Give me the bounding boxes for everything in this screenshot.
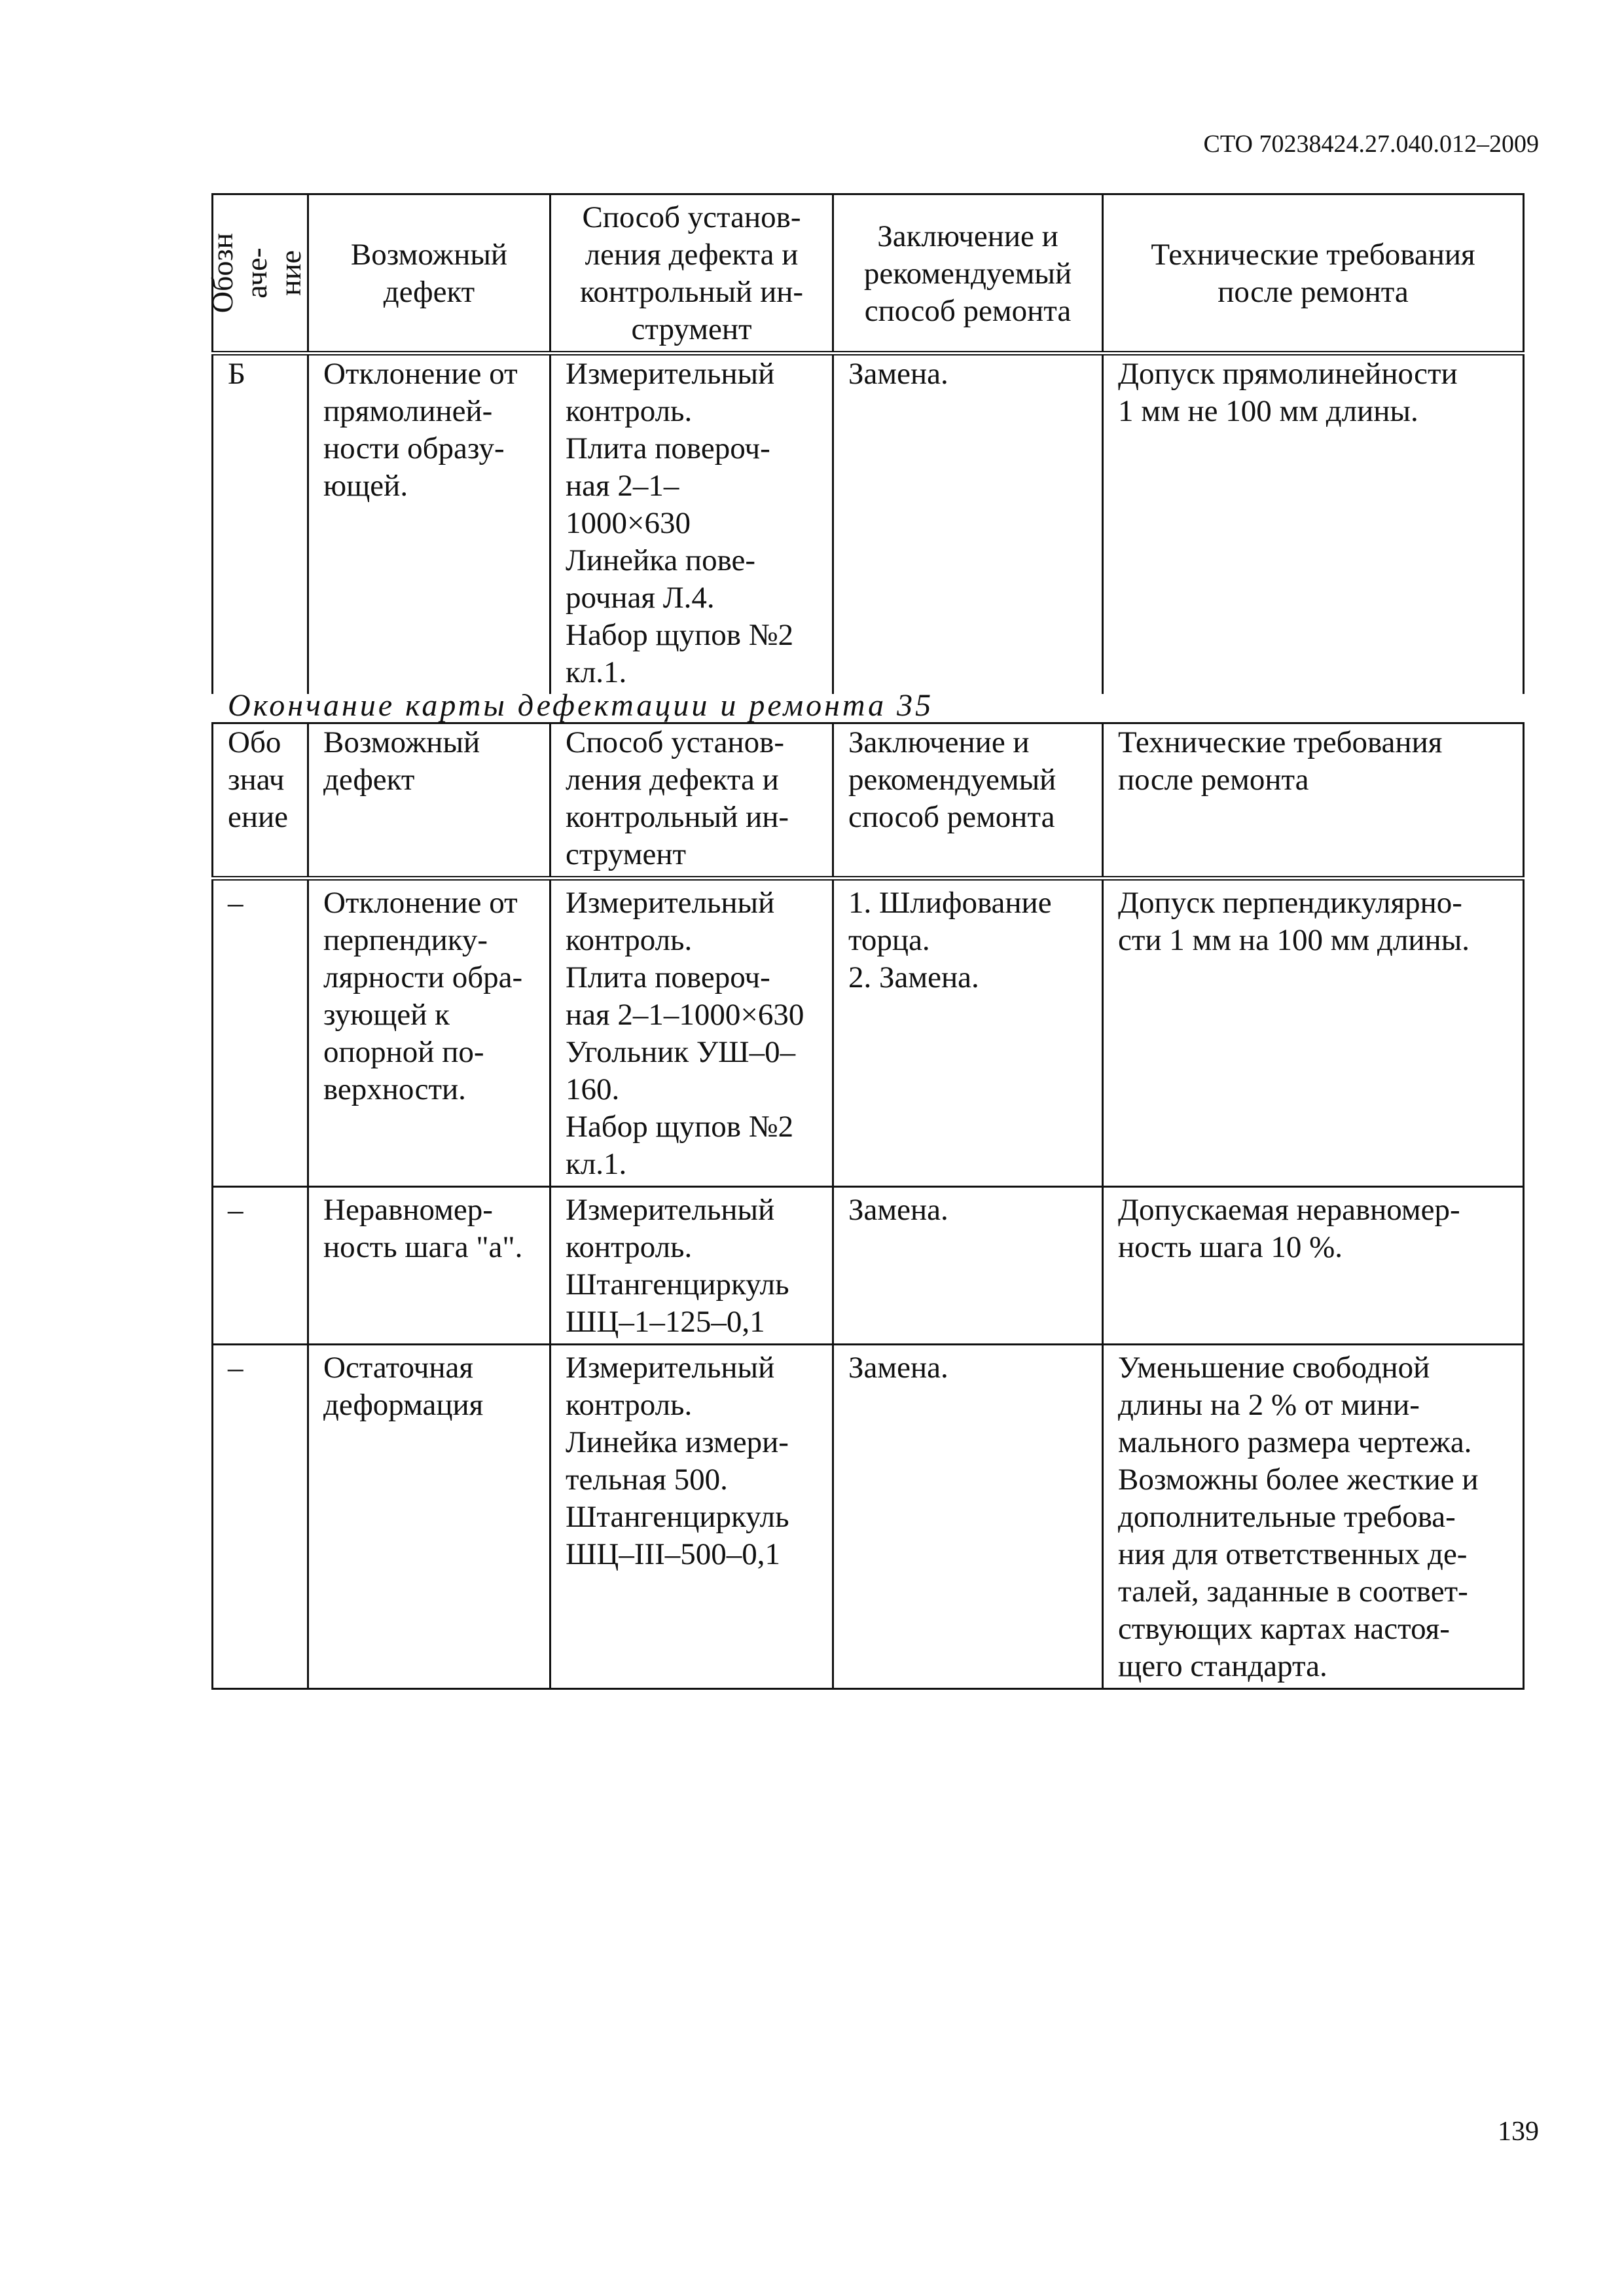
table-row xyxy=(213,1187,1524,1345)
cell-code: – xyxy=(213,1345,308,1689)
header-conclusion: Заключение и рекомендуемый способ ремонта xyxy=(833,194,1103,354)
defect-table-ending xyxy=(211,722,1525,1690)
cell-code: Б xyxy=(213,354,308,695)
document-code: СТО 70238424.27.040.012–2009 xyxy=(1203,130,1539,158)
header-defect: Возможный дефект xyxy=(308,723,550,879)
table-row xyxy=(213,354,1524,695)
cell-conclusion: Замена. xyxy=(833,1187,1103,1345)
cell-code: – xyxy=(213,879,308,1187)
cell-method: Измерительный контроль. Штангенциркуль ШЦ–1–125–0,1 xyxy=(550,1187,833,1345)
cell-defect: Отклонение от перпендику- лярности обра- зующей к опорной по- верхности. xyxy=(308,879,550,1187)
header-code: Обо знач ение xyxy=(213,723,308,879)
table-caption: Окончание карты дефектации и ремонта 35 xyxy=(228,688,934,723)
cell-conclusion: Замена. xyxy=(833,1345,1103,1689)
header-method: Способ установ- ления дефекта и контрольный ин- струмент xyxy=(550,723,833,879)
cell-requirements: Допуск прямолинейности 1 мм не 100 мм длины. xyxy=(1103,354,1524,695)
table-row xyxy=(213,1345,1524,1689)
table-header-row xyxy=(213,194,1524,354)
header-requirements: Технические требования после ремонта xyxy=(1103,723,1524,879)
defect-table-continued xyxy=(206,193,1525,694)
cell-requirements: Уменьшение свободной длины на 2 % от мини- мального размера чертежа. Возможны более жесткие и дополнительные требова- ния для ответственных де- талей, заданные в соответ- ствующих картах настоя- щего стандарта. xyxy=(1103,1345,1524,1689)
header-method: Способ установ- ления дефекта и контрольный ин- струмент xyxy=(550,194,833,354)
cell-defect: Неравномер- ность шага "а". xyxy=(308,1187,550,1345)
header-code: Обозначе- ние xyxy=(213,194,308,354)
cell-requirements: Допускаемая неравномер- ность шага 10 %. xyxy=(1103,1187,1524,1345)
cell-defect: Отклонение от прямолиней- ности образу- ющей. xyxy=(308,354,550,695)
cell-requirements: Допуск перпендикулярно- сти 1 мм на 100 мм длины. xyxy=(1103,879,1524,1187)
cell-method: Измерительный контроль. Плита повероч- ная 2–1– 1000×630 Линейка пове- рочная Л.4. Набор щупов №2 кл.1. xyxy=(550,354,833,695)
cell-code: – xyxy=(213,1187,308,1345)
cell-conclusion: Замена. xyxy=(833,354,1103,695)
header-defect: Возможный дефект xyxy=(308,194,550,354)
cell-defect: Остаточная деформация xyxy=(308,1345,550,1689)
table-header-row xyxy=(213,723,1524,879)
cell-method: Измерительный контроль. Линейка измери- тельная 500. Штангенциркуль ШЦ–III–500–0,1 xyxy=(550,1345,833,1689)
cell-conclusion: 1. Шлифование торца. 2. Замена. xyxy=(833,879,1103,1187)
page-number: 139 xyxy=(1498,2117,1539,2147)
header-conclusion: Заключение и рекомендуемый способ ремонта xyxy=(833,723,1103,879)
cell-method: Измерительный контроль. Плита повероч- ная 2–1–1000×630 Угольник УШ–0– 160. Набор щупов №2 кл.1. xyxy=(550,879,833,1187)
header-requirements: Технические требования после ремонта xyxy=(1103,194,1524,354)
table-row xyxy=(213,879,1524,1187)
